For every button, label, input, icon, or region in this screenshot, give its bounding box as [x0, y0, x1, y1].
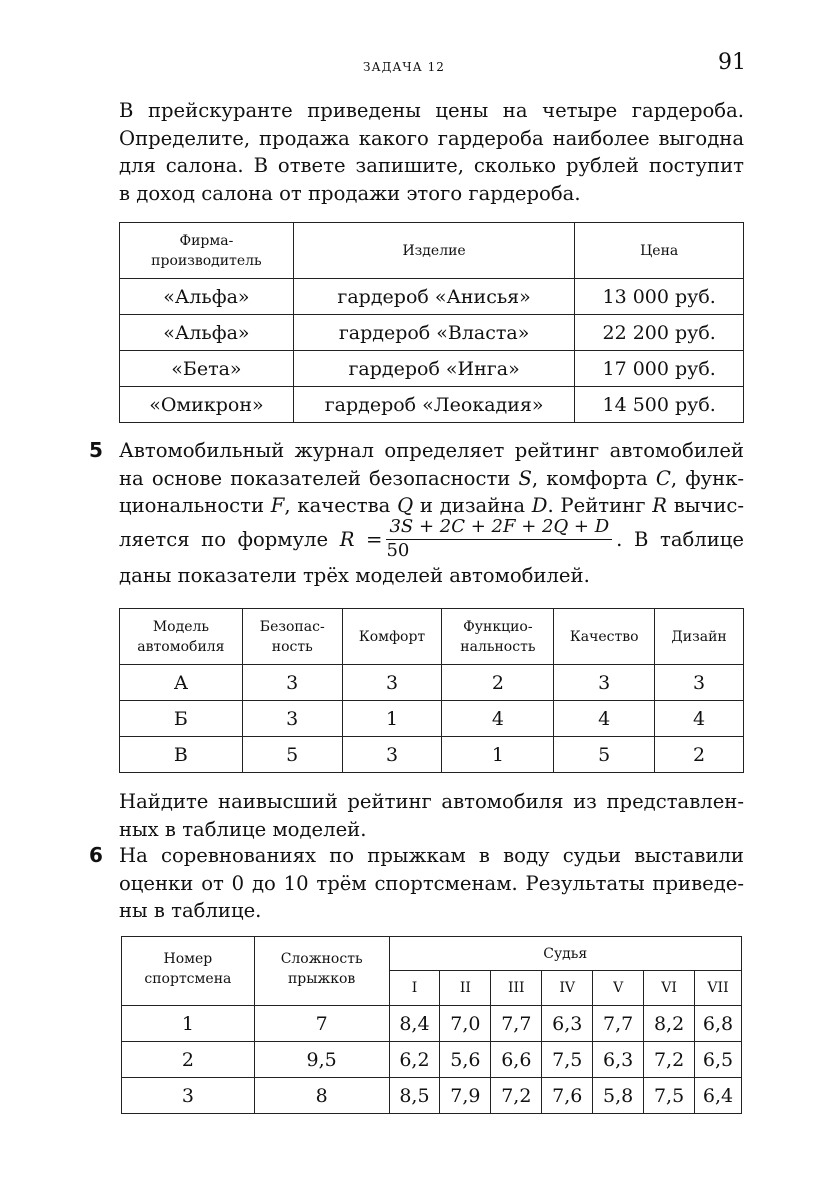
- question5-line: Найдите наивысший рейтинг автомобиля из представлен-: [119, 790, 744, 813]
- cell-score: 7,5: [542, 1042, 593, 1078]
- text-fragment: , комфорта: [531, 466, 656, 490]
- cell-value: 5: [554, 737, 655, 773]
- table-header-row: [120, 223, 744, 279]
- cell-value: 3: [242, 701, 342, 737]
- cell-value: 4: [655, 701, 744, 737]
- cell-value: 3: [242, 665, 342, 701]
- header-judge-number: III: [491, 971, 542, 1006]
- cell-value: 3: [342, 737, 442, 773]
- problem5-line: [119, 465, 744, 493]
- table-row: [120, 737, 744, 773]
- rating-formula: [386, 515, 612, 562]
- intro-line: Определите, продажа какого гардероба наиболее выгодна: [119, 126, 744, 150]
- cell-score: 5,6: [440, 1042, 491, 1078]
- cell-score: 6,2: [389, 1042, 440, 1078]
- cell-score: 7,6: [542, 1078, 593, 1114]
- problem-number-6: 6: [89, 843, 103, 867]
- var-d: D: [531, 494, 548, 517]
- var-r: R: [652, 494, 667, 517]
- header-manufacturer: Фирма- производитель: [120, 223, 294, 279]
- cell-score: 7,5: [644, 1078, 695, 1114]
- table-header-row: [122, 937, 742, 971]
- problem5-text: [119, 437, 744, 589]
- cell-manufacturer: «Альфа»: [120, 279, 294, 315]
- header-judge-number: IV: [542, 971, 593, 1006]
- problem6-text: [119, 842, 744, 925]
- cell-model: А: [120, 665, 243, 701]
- table-row: [120, 351, 744, 387]
- text-fragment: , качества: [284, 494, 398, 517]
- cell-score: 7,7: [491, 1006, 542, 1042]
- cell-value: 4: [554, 701, 655, 737]
- cell-value: 1: [342, 701, 442, 737]
- header-comfort: Комфорт: [342, 609, 442, 665]
- cell-athlete: 3: [122, 1078, 255, 1114]
- cell-difficulty: 7: [254, 1006, 389, 1042]
- text-fragment: и дизайна: [413, 494, 532, 517]
- header-model: Модель автомобиля: [120, 609, 243, 665]
- cell-value: 2: [655, 737, 744, 773]
- header-safety: Безопас- ность: [242, 609, 342, 665]
- var-c: C: [655, 466, 671, 490]
- cell-model: Б: [120, 701, 243, 737]
- text-fragment: ляется по формуле: [119, 527, 340, 551]
- header-judge-number: V: [593, 971, 644, 1006]
- question5-text: [119, 788, 744, 843]
- cell-price: 22 200 руб.: [575, 315, 744, 351]
- header-functionality: Функцио- нальность: [442, 609, 554, 665]
- cell-score: 6,5: [695, 1042, 742, 1078]
- var-f: F: [270, 494, 285, 517]
- header-judge-number: I: [389, 971, 440, 1006]
- problem6-line: На соревнованиях по прыжкам в воду судьи выставили: [119, 844, 744, 867]
- question5-line: ных в таблице моделей.: [119, 817, 367, 841]
- cell-score: 8,2: [644, 1006, 695, 1042]
- header-judge: Судья: [389, 937, 742, 971]
- cell-manufacturer: «Омикрон»: [120, 387, 294, 423]
- cell-product: гардероб «Власта»: [293, 315, 575, 351]
- cell-difficulty: 9,5: [254, 1042, 389, 1078]
- cell-score: 6,8: [695, 1006, 742, 1042]
- table-row: [122, 1006, 742, 1042]
- header-quality: Качество: [554, 609, 655, 665]
- cell-score: 7,7: [593, 1006, 644, 1042]
- table-row: [122, 1042, 742, 1078]
- cell-score: 6,3: [593, 1042, 644, 1078]
- wardrobe-price-table: [119, 222, 744, 423]
- cell-manufacturer: «Альфа»: [120, 315, 294, 351]
- cell-value: 2: [442, 665, 554, 701]
- diving-scores-table: [121, 936, 742, 1114]
- cell-score: 7,2: [644, 1042, 695, 1078]
- cell-product: гардероб «Леокадия»: [293, 387, 575, 423]
- header-judge-number: II: [440, 971, 491, 1006]
- header-design: Дизайн: [655, 609, 744, 665]
- cell-price: 13 000 руб.: [575, 279, 744, 315]
- problem-number-5: 5: [89, 438, 103, 462]
- formula-lhs: R =: [339, 527, 383, 551]
- cell-difficulty: 8: [254, 1078, 389, 1114]
- cell-value: 3: [655, 665, 744, 701]
- cell-score: 7,9: [440, 1078, 491, 1114]
- cell-score: 8,5: [389, 1078, 440, 1114]
- cell-model: В: [120, 737, 243, 773]
- cell-manufacturer: «Бета»: [120, 351, 294, 387]
- cell-product: гардероб «Анисья»: [293, 279, 575, 315]
- cell-value: 3: [342, 665, 442, 701]
- section-title: ЗАДАЧА 12: [363, 60, 445, 74]
- text-fragment: на основе показателей безопасности: [119, 466, 519, 490]
- table-header-row: [120, 609, 744, 665]
- intro-line: для салона. В ответе запишите, сколько рублей поступит: [119, 154, 744, 177]
- header-judge-number: VII: [695, 971, 742, 1006]
- intro-paragraph: [119, 97, 744, 207]
- cell-score: 7,2: [491, 1078, 542, 1114]
- formula-denominator: 50: [386, 539, 410, 561]
- table-row: [120, 665, 744, 701]
- cell-price: 14 500 руб.: [575, 387, 744, 423]
- page-number: 91: [718, 50, 746, 75]
- cell-score: 6,3: [542, 1006, 593, 1042]
- intro-line: В прейскуранте приведены цены на четыре гардероба.: [119, 99, 744, 122]
- problem5-line: Автомобильный журнал определяет рейтинг автомобилей: [119, 439, 744, 462]
- text-fragment: . Рейтинг: [547, 494, 653, 517]
- header-difficulty: Сложность прыжков: [254, 937, 389, 1006]
- problem5-line: даны показатели трёх моделей автомобилей.: [119, 563, 590, 587]
- cell-product: гардероб «Инга»: [293, 351, 575, 387]
- cell-value: 1: [442, 737, 554, 773]
- header-judge-number: VI: [644, 971, 695, 1006]
- text-fragment: циональности: [119, 494, 271, 517]
- header-price: Цена: [575, 223, 744, 279]
- cell-score: 6,4: [695, 1078, 742, 1114]
- car-ratings-table: [119, 608, 744, 773]
- header-product: Изделие: [293, 223, 575, 279]
- problem6-line: ны в таблице.: [119, 899, 262, 922]
- cell-price: 17 000 руб.: [575, 351, 744, 387]
- text-fragment: . В таблице: [616, 527, 744, 551]
- formula-numerator: 3S + 2C + 2F + 2Q + D: [386, 515, 612, 540]
- cell-athlete: 1: [122, 1006, 255, 1042]
- problem6-line: оценки от 0 до 10 трём спортсменам. Результаты приведе-: [119, 871, 744, 895]
- table-row: [122, 1078, 742, 1114]
- text-fragment: вычис-: [667, 494, 744, 517]
- table-row: [120, 315, 744, 351]
- header-athlete: Номер спортсмена: [122, 937, 255, 1006]
- text-fragment: , функ-: [670, 466, 744, 490]
- cell-athlete: 2: [122, 1042, 255, 1078]
- cell-value: 3: [554, 665, 655, 701]
- cell-score: 7,0: [440, 1006, 491, 1042]
- table-row: [120, 701, 744, 737]
- var-s: S: [518, 466, 532, 490]
- cell-score: 8,4: [389, 1006, 440, 1042]
- table-row: [120, 387, 744, 423]
- table-row: [120, 279, 744, 315]
- cell-value: 4: [442, 701, 554, 737]
- problem5-formula-line: [119, 514, 744, 566]
- cell-value: 5: [242, 737, 342, 773]
- cell-score: 5,8: [593, 1078, 644, 1114]
- cell-score: 6,6: [491, 1042, 542, 1078]
- var-q: Q: [397, 494, 414, 517]
- intro-line: в доход салона от продажи этого гардероба.: [119, 181, 581, 205]
